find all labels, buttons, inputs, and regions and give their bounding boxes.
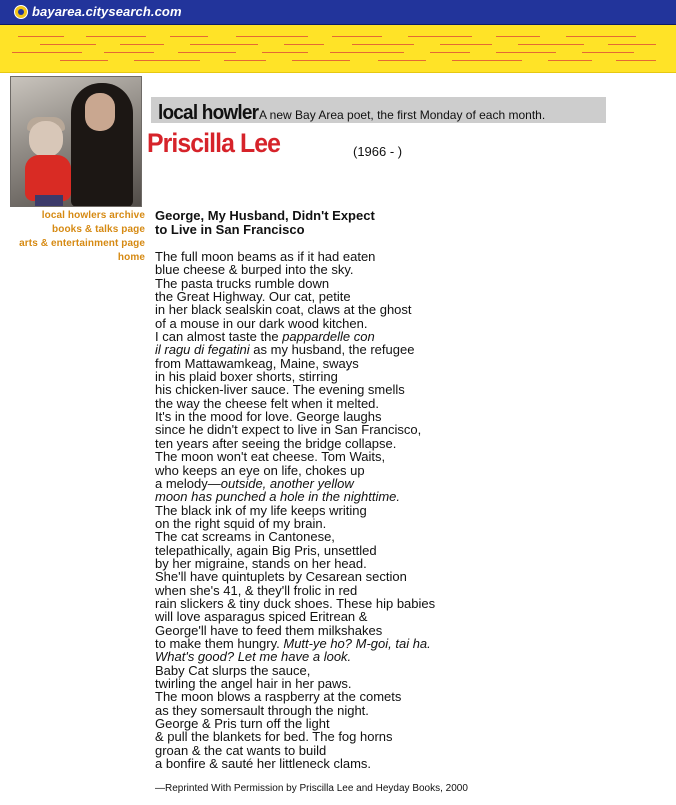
poem-line-segment: The moon won't eat cheese. Tom Waits, [155, 449, 386, 465]
poem-line [155, 423, 485, 436]
poem-line [155, 490, 485, 503]
reprint-credit: —Reprinted With Permission by Priscilla Lee and Heyday Books, 2000 [155, 783, 468, 794]
poem-line-segment: in his plaid boxer shorts, stirring [155, 369, 338, 385]
poem-line [155, 664, 485, 677]
poem-line [155, 437, 485, 450]
poem-line-segment: pappardelle con [282, 329, 375, 345]
poem-title [155, 209, 455, 237]
poem-line-segment: She'll have quintuplets by Cesarean section [155, 569, 407, 585]
poem-line-segment: since he didn't expect to live in San Francisco, [155, 422, 422, 438]
poem-line [155, 584, 485, 597]
side-nav [19, 209, 145, 265]
poem-line-segment: outside, another yellow [220, 475, 354, 491]
poem-line [155, 330, 485, 343]
poem-line [155, 517, 485, 530]
poem-line-segment: who keeps an eye on life, chokes up [155, 462, 365, 478]
poem-line [155, 557, 485, 570]
site-header-bar [0, 0, 676, 25]
poem-line [155, 317, 485, 330]
poem-line-segment: rain slickers & tiny duck shoes. These hip babies [155, 595, 436, 611]
poem-line [155, 730, 485, 743]
poem-title-line-2: to Live in San Francisco [155, 222, 305, 237]
poem-line [155, 757, 485, 770]
poem-line-segment: ten years after seeing the bridge collapse. [155, 435, 397, 451]
poem-line-segment: blue cheese & burped into the sky. [155, 262, 354, 278]
poem-line-segment: on the right squid of my brain. [155, 515, 327, 531]
poem-line-segment: of a mouse in our dark wood kitchen. [155, 315, 368, 331]
poem-line-segment: I can almost taste the [155, 329, 283, 345]
poem-line-segment: will love asparagus spiced Eritrean & [155, 609, 368, 625]
poem-line [155, 343, 485, 356]
poem-line-segment: by her migraine, stands on her head. [155, 555, 367, 571]
poem-line-segment: The black ink of my life keeps writing [155, 502, 367, 518]
poem-line [155, 570, 485, 583]
poem-line [155, 477, 485, 490]
poem-line [155, 383, 485, 396]
poem-line-segment: The full moon beams as if it had eaten [155, 249, 376, 264]
poem-line-segment: Baby Cat slurps the sauce, [155, 662, 311, 678]
nav-link-home[interactable]: home [117, 252, 145, 263]
poem-line [155, 610, 485, 623]
poem-line-segment: the way the cheese felt when it melted. [155, 395, 380, 411]
poem-line-segment: when she's 41, & they'll frolic in red [155, 582, 358, 598]
poem-line-segment: the Great Highway. Our cat, petite [155, 289, 351, 305]
section-tagline: A new Bay Area poet, the first Monday of each month. [259, 108, 546, 122]
poem-line-segment: to make them hungry. [155, 635, 284, 651]
poem-line [155, 677, 485, 690]
poem-line-segment: The cat screams in Cantonese, [155, 529, 335, 545]
poem-line-segment: as my husband, the refugee [249, 342, 415, 358]
poem-line [155, 410, 485, 423]
poem-line [155, 464, 485, 477]
poem-line [155, 597, 485, 610]
poem-line [155, 263, 485, 276]
citysearch-logo-icon[interactable] [14, 5, 28, 19]
section-title: local howler [158, 102, 259, 125]
decorative-banner [0, 25, 676, 73]
poem-line [155, 450, 485, 463]
poem-line-segment: moon has punched a hole in the nighttime. [155, 489, 401, 505]
poem-line [155, 637, 485, 650]
poem-line [155, 357, 485, 370]
poem-line [155, 397, 485, 410]
nav-link-local-howlers-archive[interactable]: local howlers archive [41, 210, 145, 221]
poem-line [155, 624, 485, 637]
poem-line-segment: twirling the angel hair in her paws. [155, 676, 352, 691]
poem-line [155, 744, 485, 757]
poem-line-segment: & pull the blankets for bed. The fog horns [155, 729, 393, 745]
poem-line [155, 704, 485, 717]
poem-line [155, 290, 485, 303]
poem-line-segment: The moon blows a raspberry at the comets [155, 689, 402, 705]
poem-line-segment: What's good? Let me have a look. [155, 649, 352, 665]
poem-line [155, 544, 485, 557]
poem-line-segment: The pasta trucks rumble down [155, 275, 330, 291]
nav-link-books-talks[interactable]: books & talks page [52, 224, 145, 235]
nav-link-arts-entertainment[interactable]: arts & entertainment page [19, 238, 145, 249]
poem-line-segment: telepathically, again Big Pris, unsettled [155, 542, 377, 558]
poem-body [155, 250, 485, 770]
poem-line [155, 717, 485, 730]
poem-line [155, 370, 485, 383]
poem-line-segment: It's in the mood for love. George laughs [155, 409, 382, 425]
poem-line-segment: his chicken-liver sauce. The evening smells [155, 382, 405, 398]
poem-line [155, 277, 485, 290]
poem-line [155, 690, 485, 703]
poem-line [155, 504, 485, 517]
poem-line [155, 250, 485, 263]
poem-line-segment: in her black sealskin coat, claws at the ghost [155, 302, 412, 318]
poem-line-segment: a melody— [155, 475, 221, 491]
poem-line-segment: groan & the cat wants to build [155, 742, 327, 758]
poem-line-segment: George'll have to feed them milkshakes [155, 622, 383, 638]
brand-name: citysearch.com [85, 4, 182, 19]
poem-line-segment: from Mattawamkeag, Maine, sways [155, 355, 359, 371]
brand-prefix: bayarea. [32, 4, 86, 19]
poem-line-segment: as they somersault through the night. [155, 702, 369, 718]
poet-dates: (1966 - ) [353, 144, 403, 159]
poem-title-line-1: George, My Husband, Didn't Expect [155, 208, 375, 223]
site-brand[interactable] [32, 4, 182, 19]
poem-line [155, 650, 485, 663]
poem-line [155, 530, 485, 543]
poem-line [155, 303, 485, 316]
poet-photo [10, 76, 142, 207]
poem-line-segment: il ragu di fegatini [155, 342, 250, 358]
poem-line-segment: a bonfire & sauté her littleneck clams. [155, 756, 372, 772]
poem-line-segment: Mutt-ye ho? M-goi, tai ha. [283, 635, 431, 651]
poet-name: Priscilla Lee [147, 128, 281, 158]
poem-line-segment: George & Pris turn off the light [155, 716, 330, 732]
